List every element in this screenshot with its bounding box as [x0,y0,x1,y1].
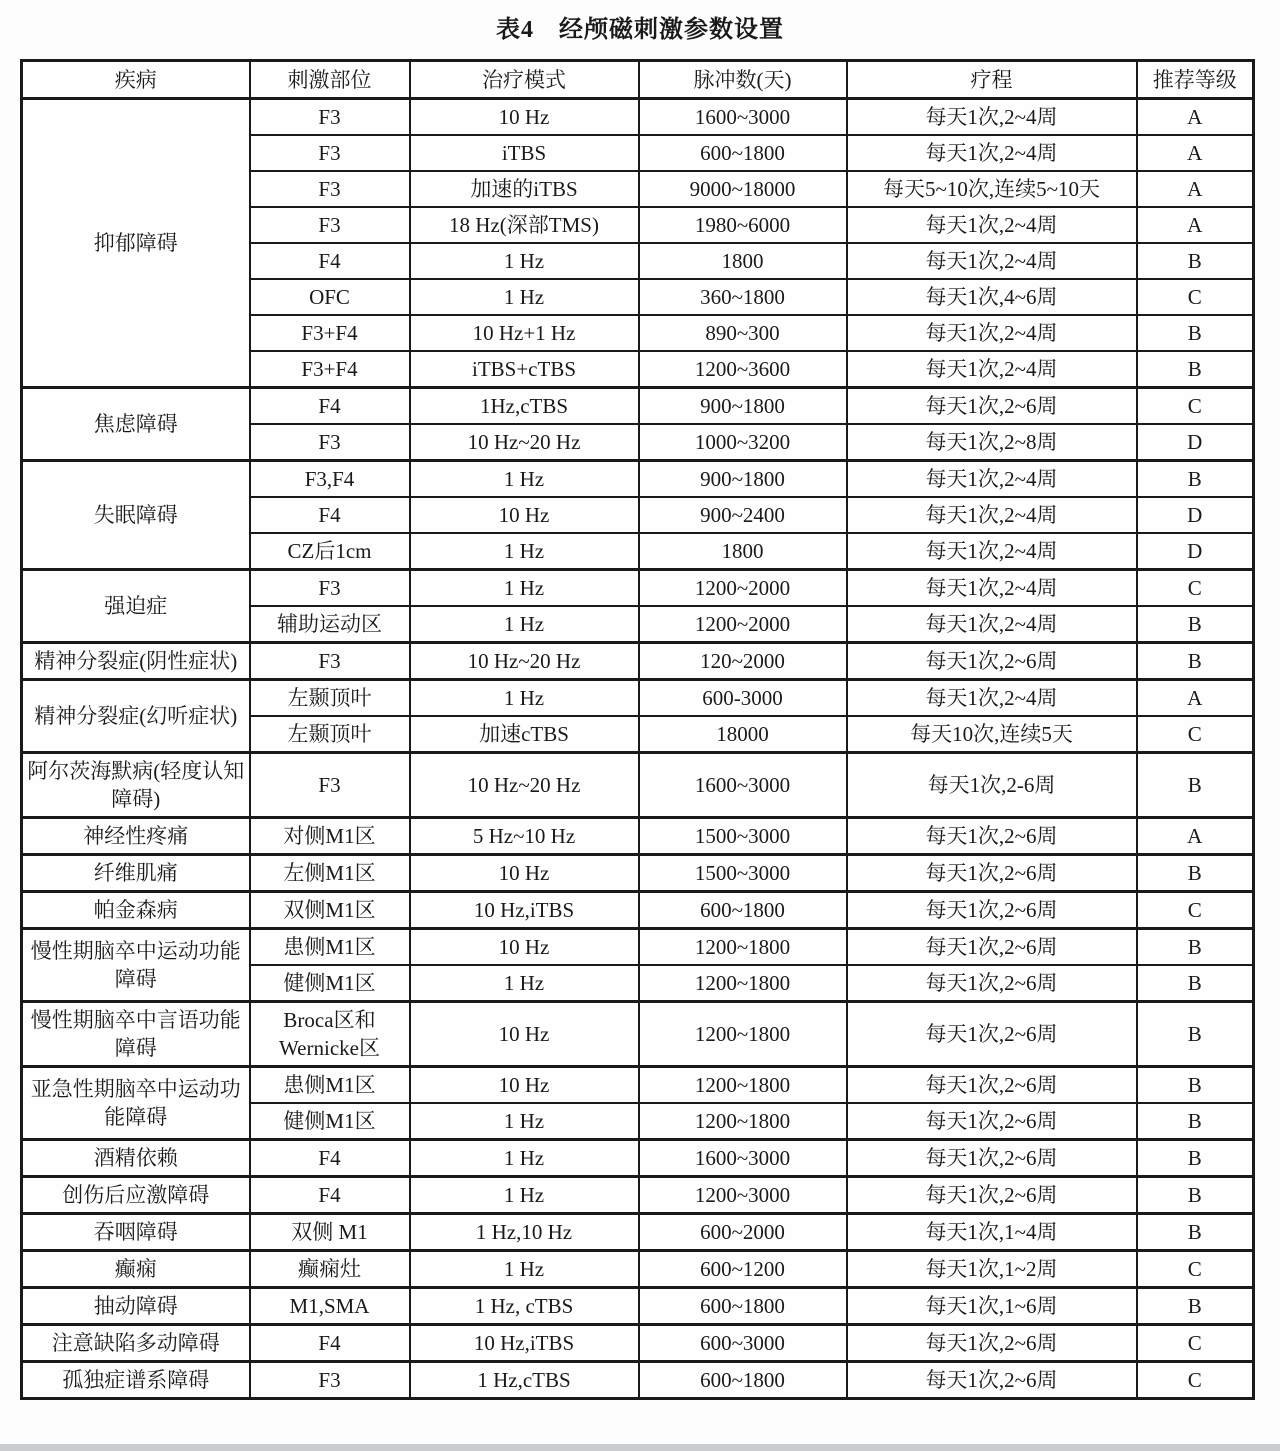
pulse-cell: 1200~3000 [639,1177,847,1214]
pulse-cell: 18000 [639,716,847,753]
course-cell: 每天1次,2~4周 [847,533,1137,570]
grade-cell: D [1137,424,1254,461]
disease-group [22,1002,1254,1067]
site-cell: F4 [250,1325,410,1362]
mode-cell: iTBS [410,135,639,171]
disease-cell: 亚急性期脑卒中运动功能障碍 [22,1067,250,1140]
mode-cell: 加速的iTBS [410,171,639,207]
site-cell: F3 [250,424,410,461]
course-cell: 每天1次,2~6周 [847,1140,1137,1177]
table-row [22,855,1254,892]
site-cell: 左侧M1区 [250,855,410,892]
table-row [22,1362,1254,1399]
course-cell: 每天1次,2~4周 [847,461,1137,498]
table-row [22,461,1254,498]
grade-cell: B [1137,1140,1254,1177]
table-row [22,388,1254,425]
mode-cell: 1 Hz [410,533,639,570]
grade-cell: B [1137,1214,1254,1251]
disease-cell: 慢性期脑卒中运动功能障碍 [22,929,250,1002]
pulse-cell: 1800 [639,533,847,570]
col-header-pulses: 脉冲数(天) [639,61,847,99]
disease-cell: 酒精依赖 [22,1140,250,1177]
grade-cell: B [1137,461,1254,498]
mode-cell: 10 Hz [410,929,639,966]
disease-group [22,1067,1254,1140]
grade-cell: B [1137,315,1254,351]
grade-cell: C [1137,388,1254,425]
site-cell: CZ后1cm [250,533,410,570]
mode-cell: 1 Hz [410,279,639,315]
course-cell: 每天1次,2~6周 [847,1103,1137,1140]
mode-cell: 1 Hz,cTBS [410,1362,639,1399]
disease-cell: 孤独症谱系障碍 [22,1362,250,1399]
mode-cell: 10 Hz~20 Hz [410,424,639,461]
table-row [22,1177,1254,1214]
mode-cell: 10 Hz~20 Hz [410,753,639,818]
table-row [22,643,1254,680]
mode-cell: 1Hz,cTBS [410,388,639,425]
pulse-cell: 120~2000 [639,643,847,680]
disease-cell: 精神分裂症(幻听症状) [22,680,250,753]
site-cell: 辅助运动区 [250,606,410,643]
disease-group [22,929,1254,1002]
grade-cell: B [1137,643,1254,680]
table-row [22,1251,1254,1288]
pulse-cell: 900~1800 [639,461,847,498]
table-row [22,99,1254,136]
disease-cell: 抽动障碍 [22,1288,250,1325]
grade-cell: B [1137,351,1254,388]
mode-cell: 1 Hz,10 Hz [410,1214,639,1251]
pulse-cell: 360~1800 [639,279,847,315]
course-cell: 每天1次,4~6周 [847,279,1137,315]
site-cell: 左颞顶叶 [250,680,410,717]
site-cell: F3 [250,99,410,136]
disease-group [22,570,1254,643]
pulse-cell: 1980~6000 [639,207,847,243]
site-cell: F4 [250,1177,410,1214]
course-cell: 每天1次,2~4周 [847,570,1137,607]
grade-cell: A [1137,135,1254,171]
site-cell: 患侧M1区 [250,1067,410,1104]
grade-cell: D [1137,497,1254,533]
disease-group [22,753,1254,818]
grade-cell: B [1137,855,1254,892]
table-row [22,570,1254,607]
mode-cell: 10 Hz,iTBS [410,892,639,929]
grade-cell: B [1137,1067,1254,1104]
mode-cell: 1 Hz [410,680,639,717]
mode-cell: 10 Hz [410,1002,639,1067]
grade-cell: C [1137,1251,1254,1288]
pulse-cell: 1500~3000 [639,855,847,892]
course-cell: 每天1次,2~6周 [847,855,1137,892]
course-cell: 每天1次,2~6周 [847,929,1137,966]
pulse-cell: 600~1200 [639,1251,847,1288]
grade-cell: A [1137,171,1254,207]
mode-cell: 1 Hz [410,1103,639,1140]
disease-group [22,680,1254,753]
site-cell: 癫痫灶 [250,1251,410,1288]
disease-group [22,1288,1254,1325]
mode-cell: 1 Hz [410,570,639,607]
table-title: 表4 经颅磁刺激参数设置 [496,17,784,43]
course-cell: 每天1次,2~6周 [847,1177,1137,1214]
table-row [22,892,1254,929]
disease-group [22,1251,1254,1288]
disease-cell: 精神分裂症(阴性症状) [22,643,250,680]
col-header-site: 刺激部位 [250,61,410,99]
site-cell: F3 [250,207,410,243]
grade-cell: B [1137,243,1254,279]
mode-cell: 加速cTBS [410,716,639,753]
pulse-cell: 1800 [639,243,847,279]
pulse-cell: 1200~3600 [639,351,847,388]
grade-cell: B [1137,1177,1254,1214]
grade-cell: B [1137,965,1254,1002]
mode-cell: 1 Hz, cTBS [410,1288,639,1325]
mode-cell: 1 Hz [410,461,639,498]
mode-cell: 10 Hz~20 Hz [410,643,639,680]
disease-group [22,892,1254,929]
disease-cell: 创伤后应激障碍 [22,1177,250,1214]
course-cell: 每天1次,2~8周 [847,424,1137,461]
disease-group [22,461,1254,570]
pulse-cell: 600~1800 [639,1362,847,1399]
table-row [22,1325,1254,1362]
site-cell: F3 [250,570,410,607]
site-cell: F3 [250,135,410,171]
pulse-cell: 900~1800 [639,388,847,425]
course-cell: 每天1次,2~4周 [847,351,1137,388]
pulse-cell: 1200~1800 [639,929,847,966]
grade-cell: C [1137,570,1254,607]
table-row [22,753,1254,818]
site-cell: F3 [250,753,410,818]
grade-cell: C [1137,1362,1254,1399]
course-cell: 每天1次,2-6周 [847,753,1137,818]
pulse-cell: 1200~2000 [639,606,847,643]
pulse-cell: 600~1800 [639,892,847,929]
course-cell: 每天1次,1~2周 [847,1251,1137,1288]
disease-group [22,1214,1254,1251]
disease-cell: 失眠障碍 [22,461,250,570]
col-header-mode: 治疗模式 [410,61,639,99]
table-row [22,1002,1254,1067]
site-cell: F4 [250,388,410,425]
course-cell: 每天1次,2~6周 [847,1325,1137,1362]
mode-cell: 10 Hz [410,99,639,136]
mode-cell: 1 Hz [410,606,639,643]
grade-cell: A [1137,818,1254,855]
mode-cell: 1 Hz [410,1251,639,1288]
course-cell: 每天1次,2~6周 [847,892,1137,929]
disease-cell: 癫痫 [22,1251,250,1288]
disease-group [22,1362,1254,1399]
pulse-cell: 1600~3000 [639,753,847,818]
site-cell: F3 [250,643,410,680]
disease-group [22,1140,1254,1177]
disease-cell: 纤维肌痛 [22,855,250,892]
col-header-course: 疗程 [847,61,1137,99]
pulse-cell: 1200~1800 [639,1103,847,1140]
course-cell: 每天1次,2~4周 [847,135,1137,171]
grade-cell: B [1137,753,1254,818]
col-header-disease: 疾病 [22,61,250,99]
site-cell: OFC [250,279,410,315]
site-cell: 双侧M1区 [250,892,410,929]
course-cell: 每天1次,2~4周 [847,243,1137,279]
disease-group [22,818,1254,855]
site-cell: F3 [250,1362,410,1399]
grade-cell: A [1137,680,1254,717]
pulse-cell: 1200~1800 [639,1002,847,1067]
pulse-cell: 600-3000 [639,680,847,717]
disease-group [22,388,1254,461]
disease-group [22,855,1254,892]
header-row [22,61,1254,99]
pulse-cell: 1200~1800 [639,1067,847,1104]
table-row [22,818,1254,855]
site-cell: 双侧 M1 [250,1214,410,1251]
pulse-cell: 1600~3000 [639,99,847,136]
course-cell: 每天1次,2~4周 [847,680,1137,717]
course-cell: 每天1次,1~4周 [847,1214,1137,1251]
tms-parameters-table [20,59,1255,1400]
grade-cell: C [1137,279,1254,315]
disease-cell: 慢性期脑卒中言语功能障碍 [22,1002,250,1067]
mode-cell: 18 Hz(深部TMS) [410,207,639,243]
disease-cell: 焦虑障碍 [22,388,250,461]
pulse-cell: 1000~3200 [639,424,847,461]
table-row [22,1140,1254,1177]
site-cell: F4 [250,243,410,279]
disease-group [22,643,1254,680]
site-cell: Broca区和Wernicke区 [250,1002,410,1067]
course-cell: 每天1次,2~4周 [847,315,1137,351]
grade-cell: A [1137,99,1254,136]
mode-cell: 10 Hz+1 Hz [410,315,639,351]
pulse-cell: 890~300 [639,315,847,351]
course-cell: 每天1次,2~6周 [847,965,1137,1002]
site-cell: 健侧M1区 [250,1103,410,1140]
course-cell: 每天1次,2~4周 [847,207,1137,243]
pulse-cell: 1500~3000 [639,818,847,855]
page-whitespace [0,1400,1280,1440]
mode-cell: 10 Hz,iTBS [410,1325,639,1362]
pulse-cell: 600~3000 [639,1325,847,1362]
disease-cell: 吞咽障碍 [22,1214,250,1251]
grade-cell: C [1137,1325,1254,1362]
mode-cell: iTBS+cTBS [410,351,639,388]
site-cell: 患侧M1区 [250,929,410,966]
pulse-cell: 1200~2000 [639,570,847,607]
table-row [22,1288,1254,1325]
disease-cell: 帕金森病 [22,892,250,929]
course-cell: 每天1次,2~6周 [847,388,1137,425]
site-cell: 左颞顶叶 [250,716,410,753]
grade-cell: D [1137,533,1254,570]
pulse-cell: 600~1800 [639,135,847,171]
disease-cell: 神经性疼痛 [22,818,250,855]
pulse-cell: 9000~18000 [639,171,847,207]
course-cell: 每天1次,2~4周 [847,99,1137,136]
grade-cell: B [1137,1103,1254,1140]
course-cell: 每天1次,2~6周 [847,1362,1137,1399]
mode-cell: 1 Hz [410,1177,639,1214]
grade-cell: B [1137,1002,1254,1067]
course-cell: 每天5~10次,连续5~10天 [847,171,1137,207]
site-cell: F4 [250,497,410,533]
course-cell: 每天1次,1~6周 [847,1288,1137,1325]
table-header [22,61,1254,99]
mode-cell: 10 Hz [410,1067,639,1104]
mode-cell: 10 Hz [410,855,639,892]
course-cell: 每天1次,2~6周 [847,818,1137,855]
bottom-scrollbar-strip [0,1444,1280,1451]
pulse-cell: 600~1800 [639,1288,847,1325]
grade-cell: B [1137,606,1254,643]
disease-cell: 抑郁障碍 [22,99,250,388]
disease-cell: 强迫症 [22,570,250,643]
site-cell: 对侧M1区 [250,818,410,855]
course-cell: 每天1次,2~6周 [847,1002,1137,1067]
course-cell: 每天1次,2~6周 [847,643,1137,680]
pulse-cell: 600~2000 [639,1214,847,1251]
site-cell: F4 [250,1140,410,1177]
pulse-cell: 1600~3000 [639,1140,847,1177]
table-row [22,1214,1254,1251]
grade-cell: B [1137,1288,1254,1325]
course-cell: 每天1次,2~6周 [847,1067,1137,1104]
site-cell: F3,F4 [250,461,410,498]
mode-cell: 10 Hz [410,497,639,533]
site-cell: F3+F4 [250,351,410,388]
mode-cell: 5 Hz~10 Hz [410,818,639,855]
grade-cell: C [1137,716,1254,753]
course-cell: 每天10次,连续5天 [847,716,1137,753]
disease-cell: 注意缺陷多动障碍 [22,1325,250,1362]
table-row [22,929,1254,966]
site-cell: 健侧M1区 [250,965,410,1002]
disease-group [22,1177,1254,1214]
grade-cell: C [1137,892,1254,929]
disease-group [22,99,1254,388]
mode-cell: 1 Hz [410,1140,639,1177]
mode-cell: 1 Hz [410,965,639,1002]
grade-cell: B [1137,929,1254,966]
course-cell: 每天1次,2~4周 [847,606,1137,643]
table-row [22,680,1254,717]
course-cell: 每天1次,2~4周 [847,497,1137,533]
site-cell: F3 [250,171,410,207]
disease-cell: 阿尔茨海默病(轻度认知障碍) [22,753,250,818]
mode-cell: 1 Hz [410,243,639,279]
col-header-grade: 推荐等级 [1137,61,1254,99]
disease-group [22,1325,1254,1362]
grade-cell: A [1137,207,1254,243]
site-cell: F3+F4 [250,315,410,351]
pulse-cell: 900~2400 [639,497,847,533]
table-row [22,1067,1254,1104]
site-cell: M1,SMA [250,1288,410,1325]
pulse-cell: 1200~1800 [639,965,847,1002]
